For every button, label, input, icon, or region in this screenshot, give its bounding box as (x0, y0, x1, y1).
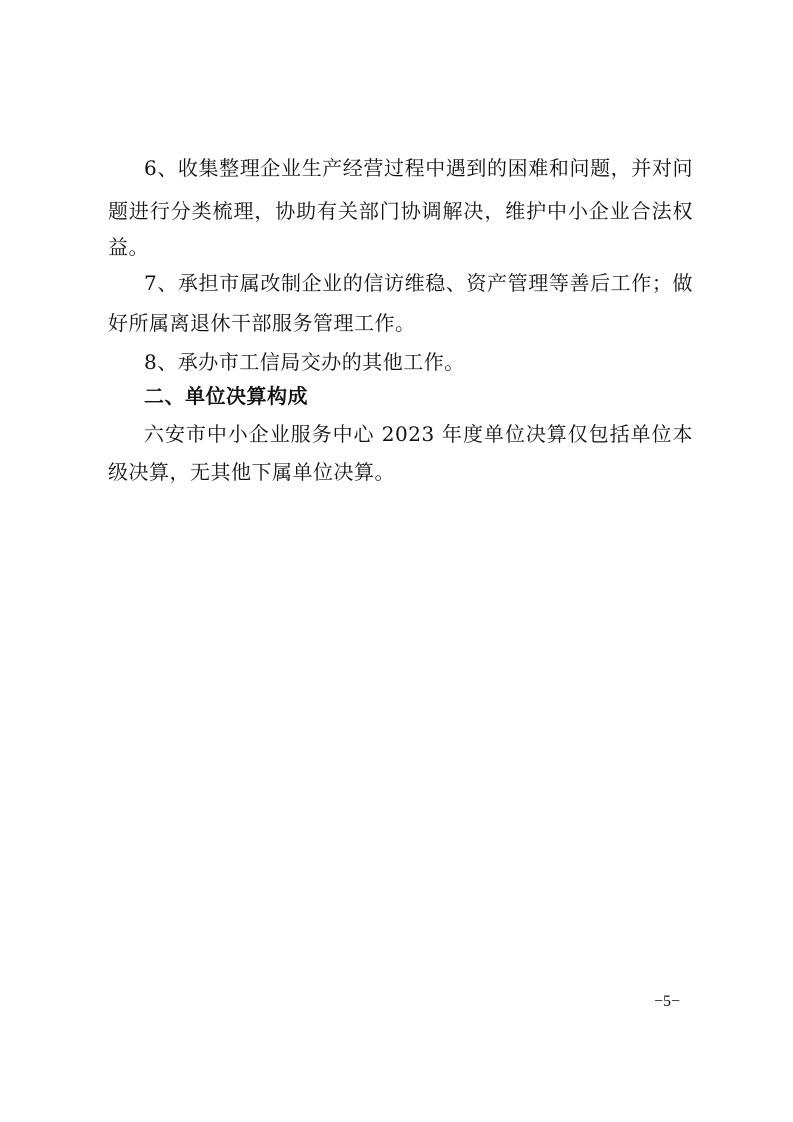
paragraph-8-line-1: 8、承办市工信局交办的其他工作。 (144, 350, 465, 374)
paragraph-6-line-1: 6、收集整理企业生产经营过程中遇到的困难和问题，并对问 (144, 156, 693, 180)
paragraph-6-line-2: 题进行分类梳理，协助有关部门协调解决，维护中小企业合法权 (108, 199, 693, 223)
composition-paragraph-line-2: 级决算，无其他下属单位决算。 (108, 460, 395, 484)
paragraph-7-line-2: 好所属离退休干部服务管理工作。 (108, 311, 416, 335)
paragraph-7-line-1: 7、承担市属改制企业的信访维稳、资产管理等善后工作；做 (144, 271, 693, 295)
page-number: −5− (654, 993, 681, 1010)
section-heading-unit-composition: 二、单位决算构成 (144, 384, 308, 408)
composition-paragraph-line-1: 六安市中小企业服务中心 2023 年度单位决算仅包括单位本 (144, 422, 693, 446)
paragraph-6-line-3: 益。 (108, 235, 149, 259)
